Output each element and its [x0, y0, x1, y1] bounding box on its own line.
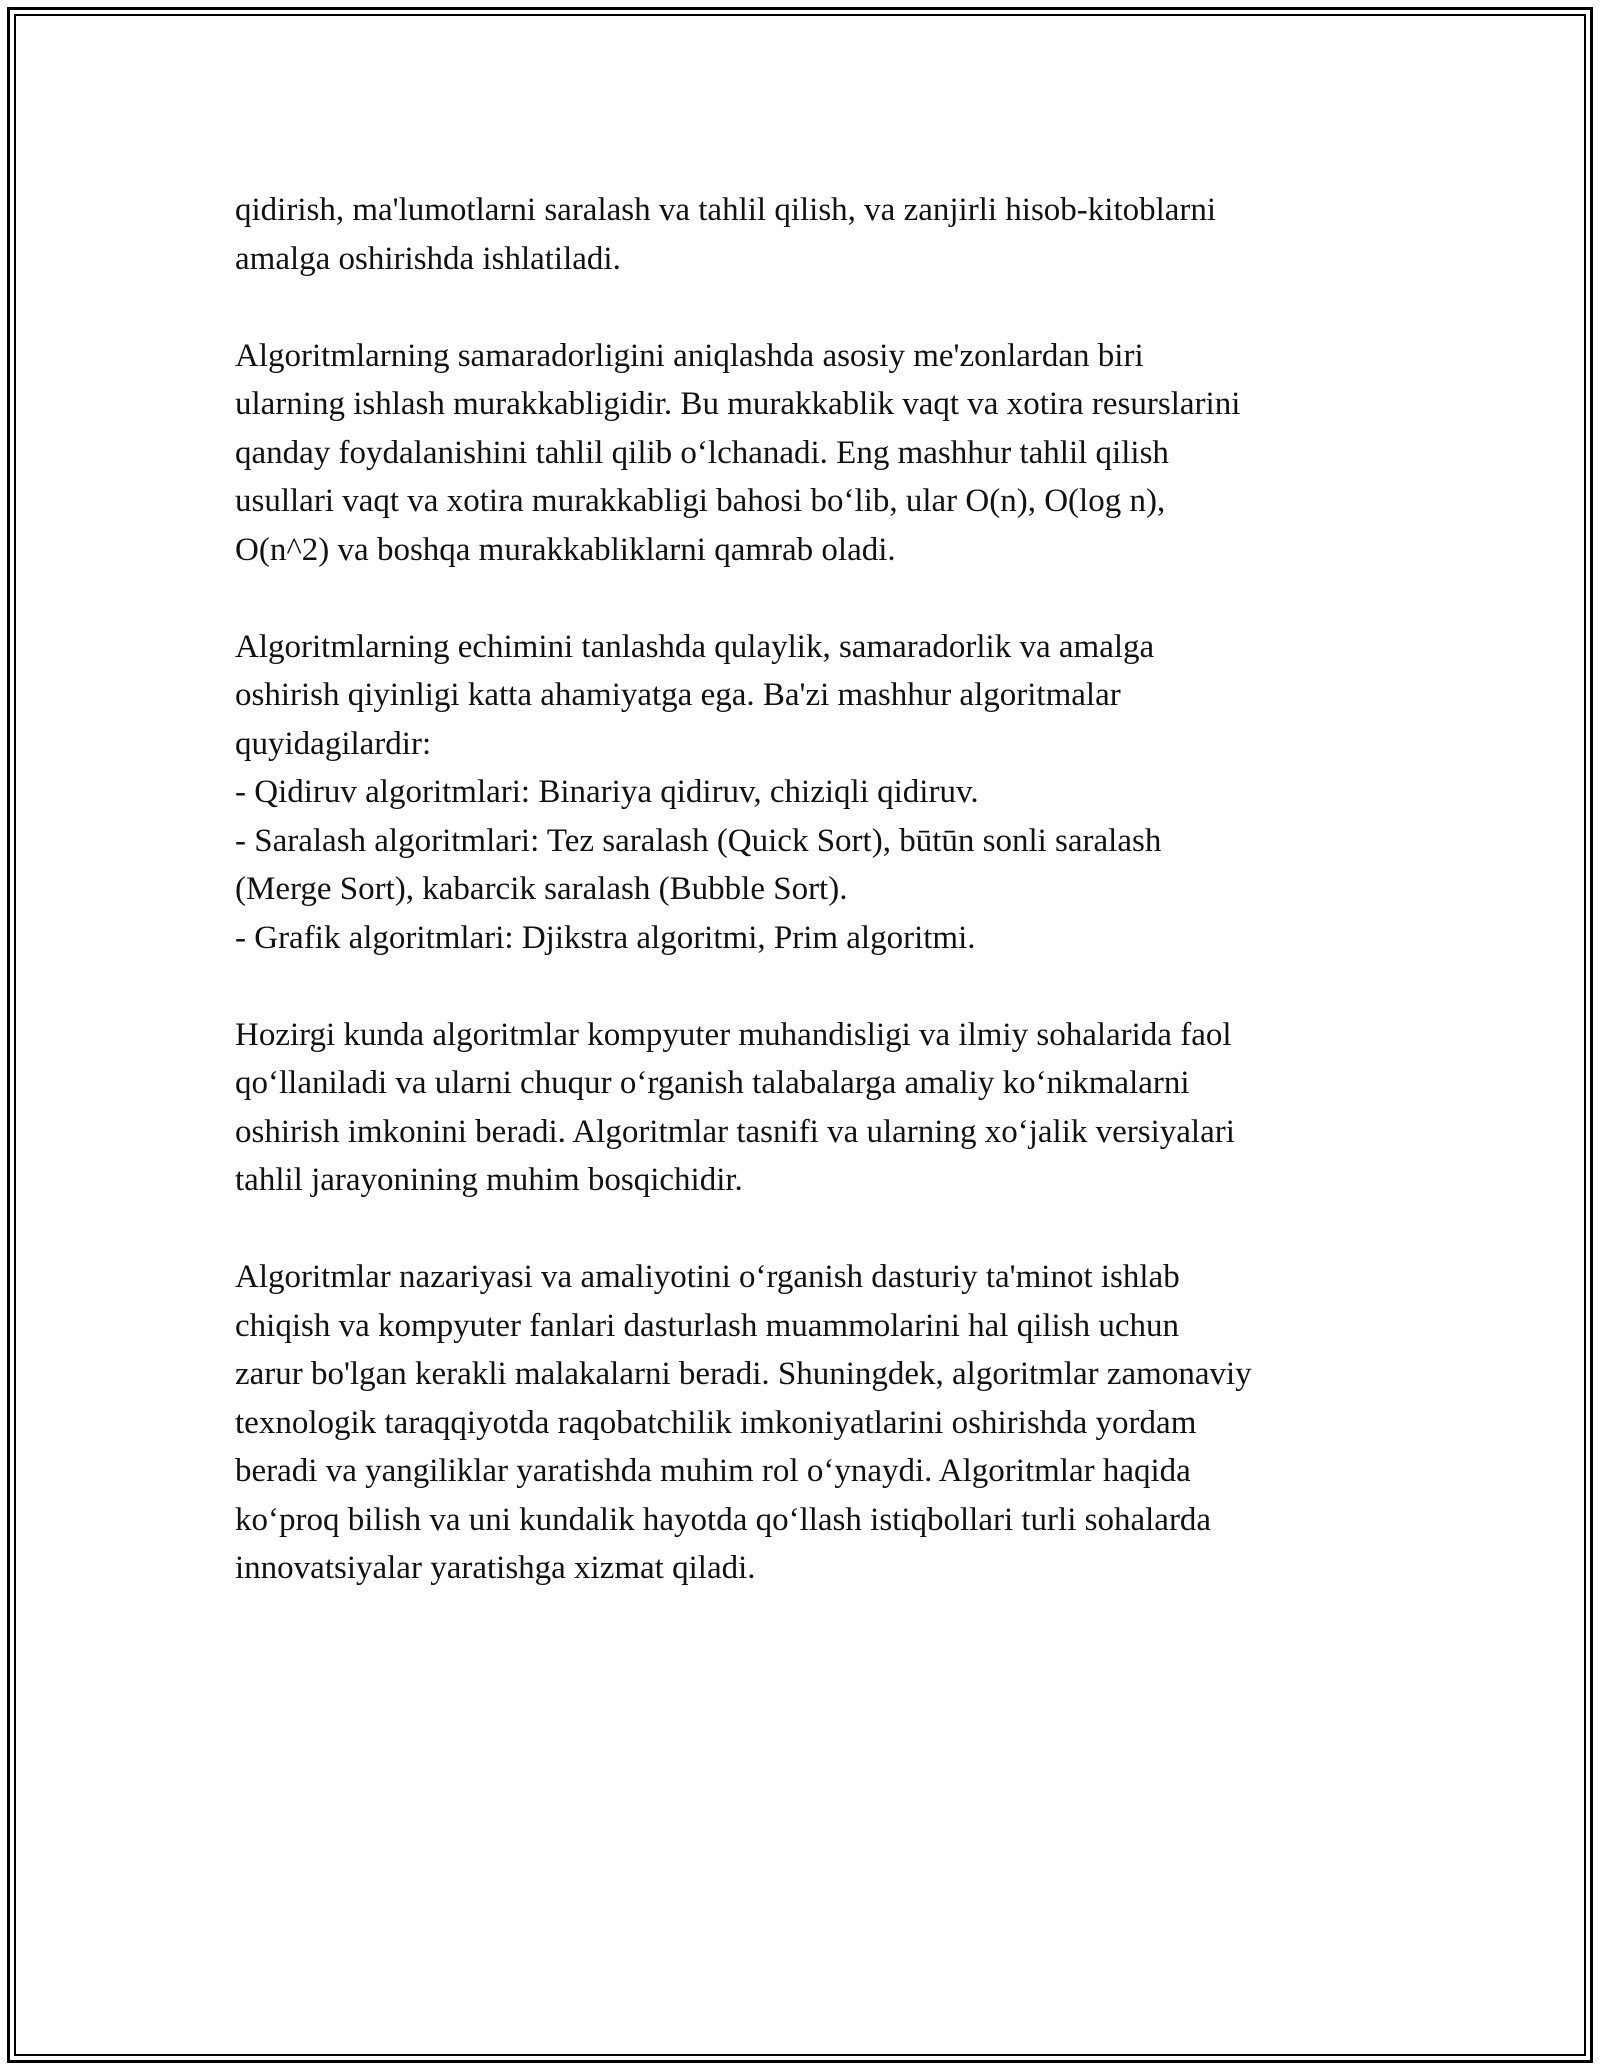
- text-line: zarur bo'lgan kerakli malakalarni beradi. Shuningdek, algoritmlar zamonaviy: [235, 1356, 1252, 1392]
- document-body: [235, 186, 1395, 1641]
- text-line: beradi va yangiliklar yaratishda muhim rol o‘ynaydi. Algoritmlar haqida: [235, 1453, 1191, 1489]
- paragraph-3: [235, 623, 1395, 963]
- list-item: - Grafik algoritmlari: Djikstra algoritmi, Prim algoritmi.: [235, 919, 976, 956]
- text-line: innovatsiyalar yaratishga xizmat qiladi.: [235, 1550, 756, 1586]
- text-line: chiqish va kompyuter fanlari dasturlash muammolarini hal qilish uchun: [235, 1307, 1179, 1344]
- paragraph-4: [235, 1011, 1395, 1205]
- list-item-continuation: (Merge Sort), kabarcik saralash (Bubble Sort).: [235, 871, 848, 907]
- text-line: ko‘proq bilish va uni kundalik hayotda qo‘llash istiqbollari turli sohalarda: [235, 1501, 1212, 1538]
- paragraph-1: [235, 186, 1395, 283]
- text-line: tahlil jarayonining muhim bosqichidir.: [235, 1162, 743, 1198]
- text-line: texnologik taraqqiyotda raqobatchilik imkoniyatlarini oshirishda yordam: [235, 1404, 1197, 1441]
- text-line: amalga oshirishda ishlatiladi.: [235, 240, 621, 277]
- text-line: Algoritmlar nazariyasi va amaliyotini o‘rganish dasturiy ta'minot ishlab: [235, 1259, 1180, 1295]
- list-item: - Saralash algoritmlari: Tez saralash (Quick Sort), būtūn sonli saralash: [235, 822, 1162, 859]
- text-line: Algoritmlarning samaradorligini aniqlashda asosiy me'zonlardan biri: [235, 337, 1144, 374]
- list-item: - Qidiruv algoritmlari: Binariya qidiruv, chiziqli qidiruv.: [235, 774, 979, 810]
- text-line: qanday foydalanishini tahlil qilib o‘lchanadi. Eng mashhur tahlil qilish: [235, 434, 1169, 471]
- text-line: quyidagilardir:: [235, 725, 432, 762]
- text-line: usullari vaqt va xotira murakkabligi bahosi bo‘lib, ular O(n), O(log n),: [235, 483, 1166, 519]
- text-line: oshirish imkonini beradi. Algoritmlar tasnifi va ularning xo‘jalik versiyalari: [235, 1113, 1235, 1150]
- paragraph-2: [235, 332, 1395, 575]
- text-line: oshirish qiyinligi katta ahamiyatga ega. Ba'zi mashhur algoritmalar: [235, 677, 1121, 713]
- text-line: Algoritmlarning echimini tanlashda qulaylik, samaradorlik va amalga: [235, 628, 1155, 665]
- text-line: O(n^2) va boshqa murakkabliklarni qamrab oladi.: [235, 531, 896, 568]
- text-line: Hozirgi kunda algoritmlar kompyuter muhandisligi va ilmiy sohalarida faol: [235, 1016, 1232, 1053]
- text-line: ularning ishlash murakkabligidir. Bu murakkablik vaqt va xotira resurslarini: [235, 386, 1241, 422]
- paragraph-5: [235, 1253, 1395, 1593]
- text-line: qidirish, ma'lumotlarni saralash va tahlil qilish, va zanjirli hisob-kitoblarni: [235, 192, 1217, 228]
- text-line: qo‘llaniladi va ularni chuqur o‘rganish talabalarga amaliy ko‘nikmalarni: [235, 1065, 1190, 1101]
